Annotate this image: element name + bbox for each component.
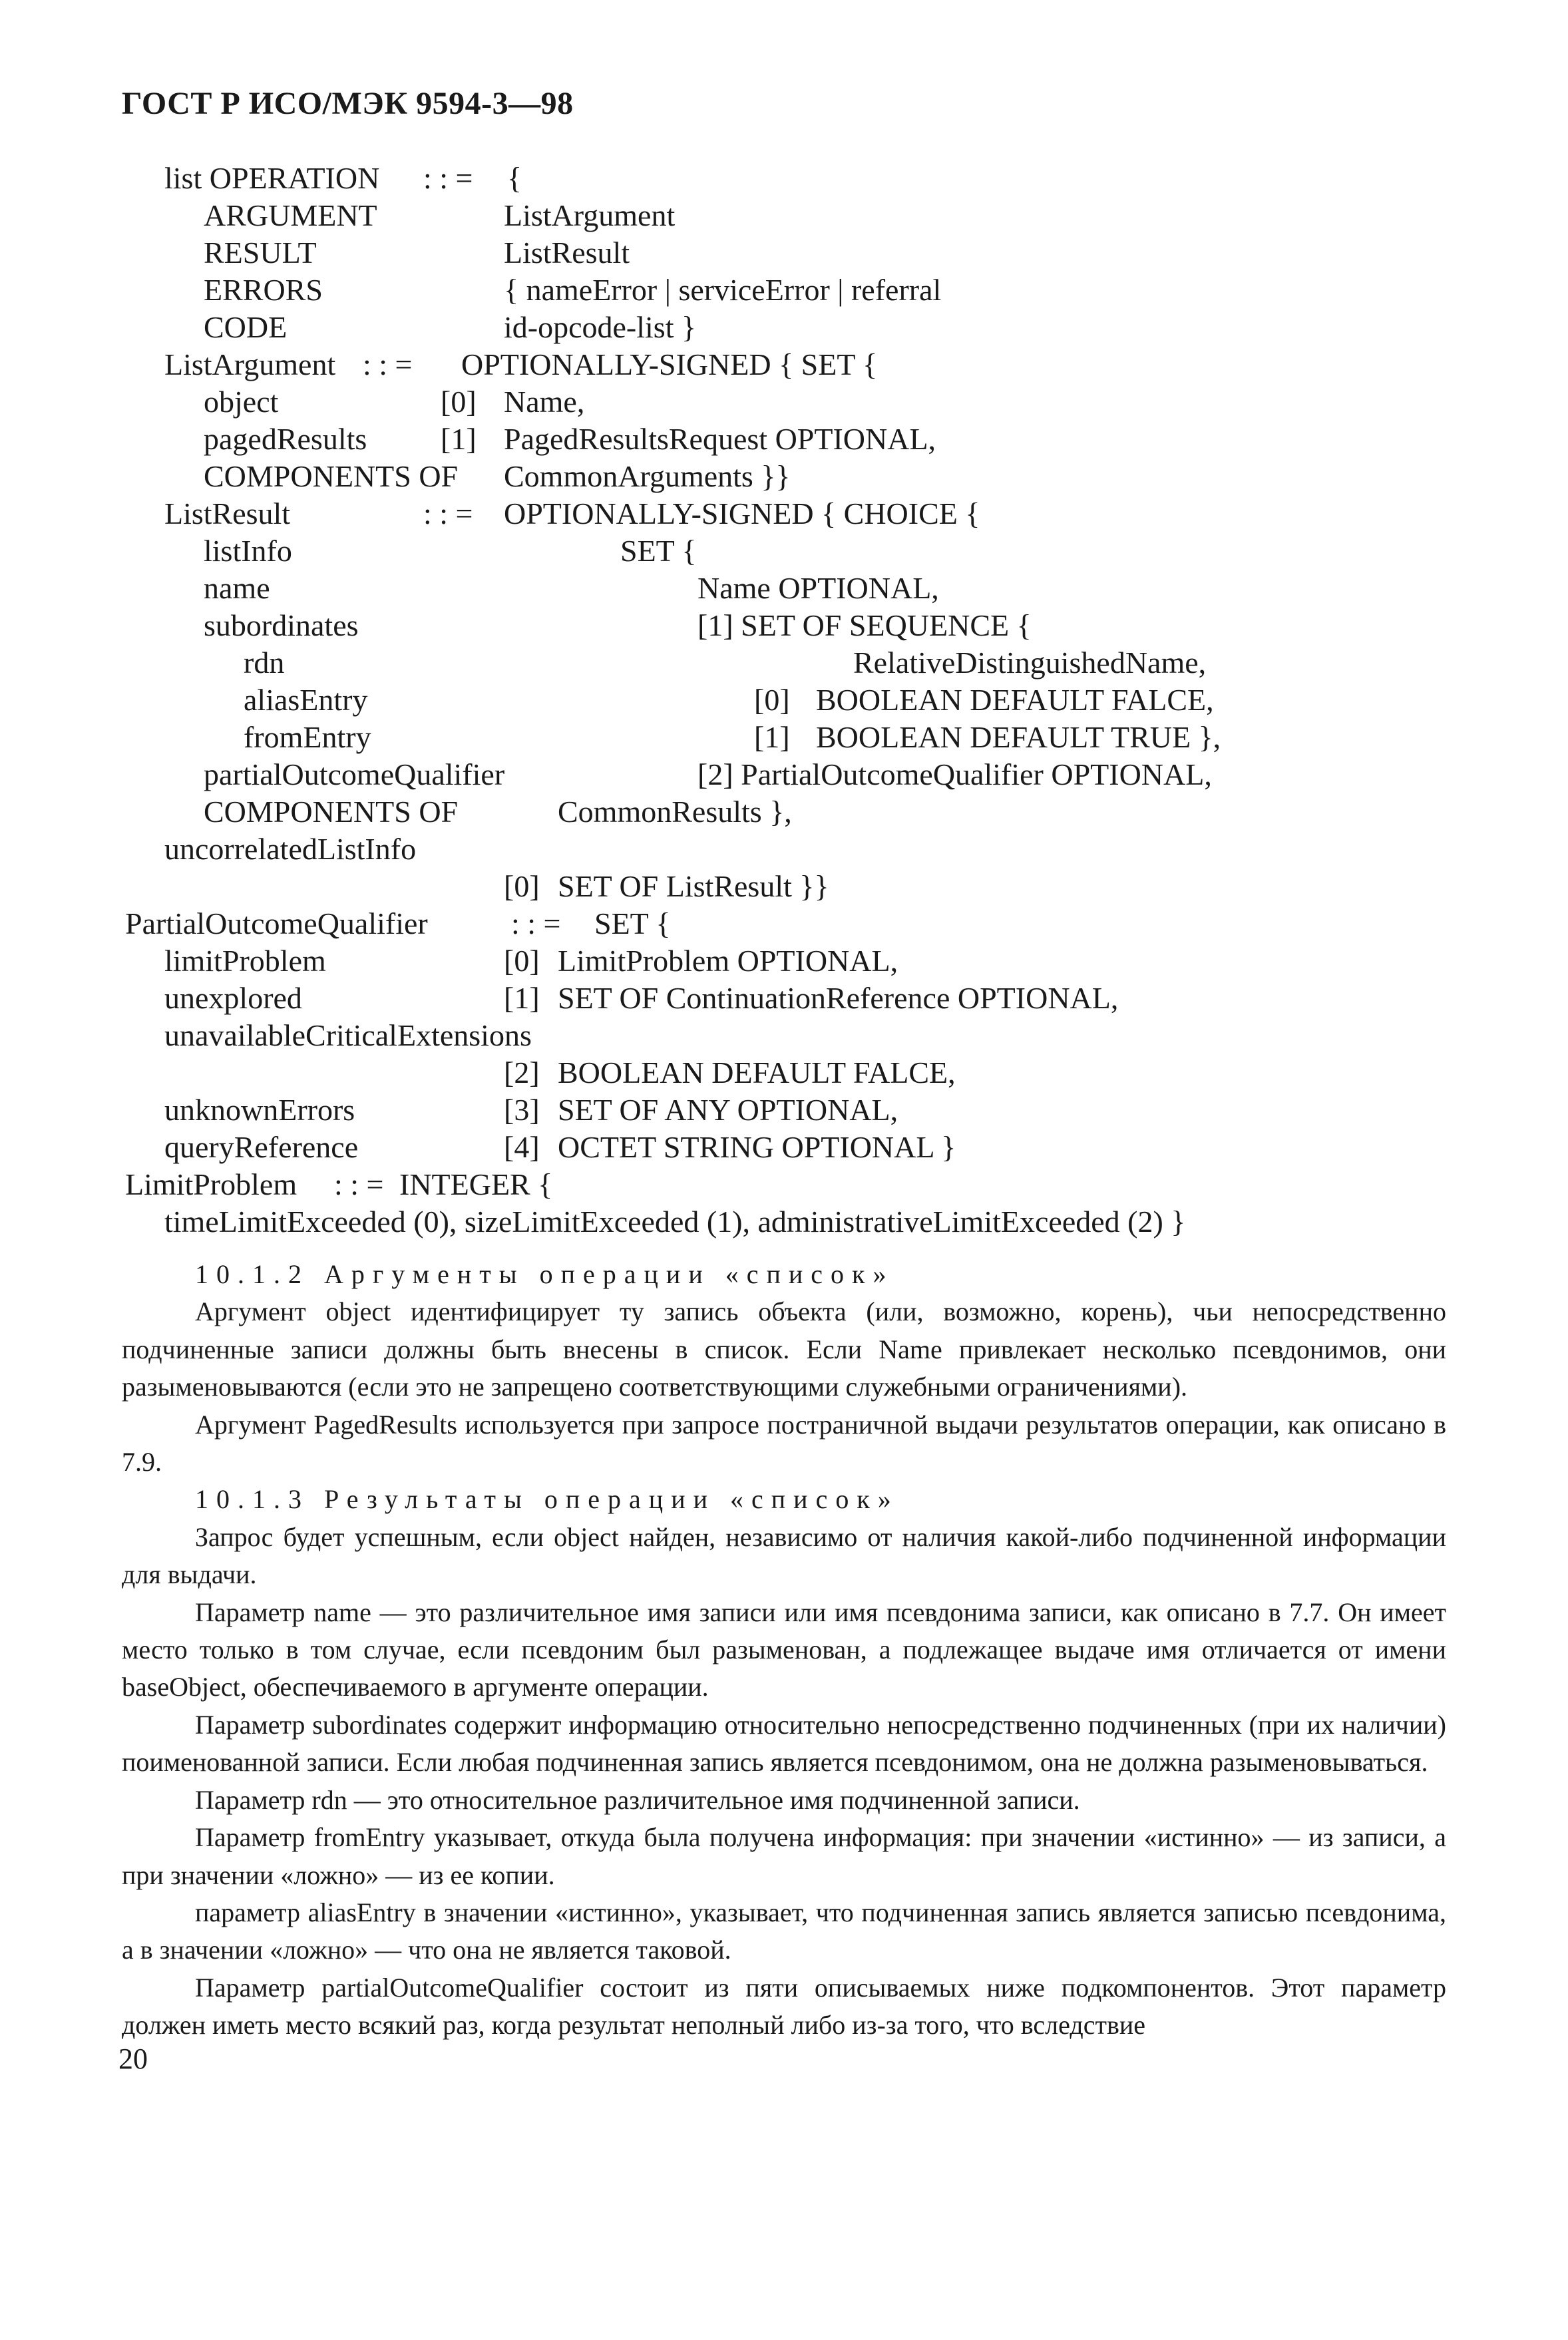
asn-assign: : : =: [423, 496, 473, 530]
asn-tag: [1]: [754, 720, 790, 754]
asn-value: ListArgument: [504, 198, 676, 232]
asn-term: PartialOutcomeQualifier: [125, 906, 428, 940]
asn-line: [0, 831, 1568, 868]
asn-term: LimitProblem: [125, 1167, 297, 1201]
asn-term: ListArgument: [164, 347, 336, 381]
asn-tag: [4]: [504, 1130, 540, 1164]
paragraph: Запрос будет успешным, если object найден, независимо от наличия какой-либо подчиненной информации для выдачи.: [122, 1521, 1446, 1590]
asn-line: [0, 1091, 1568, 1129]
asn-value: Name OPTIONAL,: [697, 571, 939, 605]
asn-term: limitProblem: [164, 944, 326, 978]
asn-tag: [3]: [504, 1093, 540, 1127]
asn-value: BOOLEAN DEFAULT TRUE },: [816, 720, 1221, 754]
asn-line: [0, 942, 1568, 980]
asn-value: OCTET STRING OPTIONAL }: [558, 1130, 956, 1164]
asn-line: [0, 309, 1568, 346]
asn-term: ARGUMENT: [204, 198, 377, 232]
asn-value: RelativeDistinguishedName,: [853, 646, 1207, 680]
asn-line: [0, 532, 1568, 570]
asn-term: ListResult: [164, 496, 291, 530]
asn-line: [0, 1203, 1568, 1241]
asn-value: INTEGER {: [399, 1167, 553, 1201]
asn-assign: : : =: [334, 1167, 384, 1201]
asn-line: [0, 980, 1568, 1017]
asn-line: [0, 160, 1568, 197]
asn-line: [0, 234, 1568, 272]
asn-tag: [1]: [441, 422, 477, 456]
asn-term: partialOutcomeQualifier: [204, 757, 505, 791]
asn-term: uncorrelatedListInfo: [164, 832, 417, 866]
asn-line: [0, 868, 1568, 905]
asn-line: [0, 1166, 1568, 1203]
asn-line: [0, 1054, 1568, 1091]
body-text: [122, 1256, 1446, 2045]
paragraph: Параметр subordinates содержит информацию относительно непосредственно подчиненных (при их наличии) поименованной записи. Если любая подчиненная запись является псевдонимом, она не должна разыменовываться.: [122, 1709, 1446, 1778]
paragraph: Аргумент object идентифицирует ту запись объекта (или, возможно, корень), чьи непосредственно подчиненные записи должны быть внесены в список. Если Name привлекает несколько псевдонимов, они разыменовываются (если это не запрещено соответствующими служебными ограничениями).: [122, 1296, 1446, 1402]
asn-line: [0, 570, 1568, 607]
asn-value: SET OF ContinuationReference OPTIONAL,: [558, 981, 1119, 1015]
asn-term: name: [204, 571, 270, 605]
asn-line: [0, 719, 1568, 756]
document-header: ГОСТ Р ИСО/МЭК 9594-3—98: [122, 86, 574, 121]
asn-value: SET {: [620, 534, 697, 568]
asn-line: [0, 197, 1568, 234]
paragraph: Параметр rdn — это относительное различительное имя подчиненной записи.: [195, 1784, 1080, 1815]
asn-term: CODE: [204, 310, 288, 344]
asn-assign: : : =: [511, 906, 561, 940]
asn-tag: [2]: [504, 1056, 540, 1089]
asn-value: { nameError | serviceError | referral: [504, 273, 942, 307]
asn-term: unexplored: [164, 981, 302, 1015]
asn-tag: [0]: [504, 944, 540, 978]
asn-value: Name,: [504, 385, 585, 419]
asn-value: LimitProblem OPTIONAL,: [558, 944, 898, 978]
asn-term: object: [204, 385, 279, 419]
paragraph: Параметр fromEntry указывает, откуда была получена информация: при значении «истинно» — из записи, а при значении «ложно» — из ее копии.: [122, 1822, 1446, 1890]
section-heading-10-1-2: 10.1.2 Аргументы операции «список»: [195, 1259, 894, 1289]
asn1-definitions: [0, 160, 1568, 1291]
asn-line: [0, 1017, 1568, 1054]
asn-value: OPTIONALLY-SIGNED { SET {: [461, 347, 878, 381]
asn-line: [0, 421, 1568, 458]
page-number: 20: [118, 2043, 148, 2075]
asn-value: ListResult: [504, 236, 630, 270]
asn-term: timeLimitExceeded (0), sizeLimitExceeded (1), administrativeLimitExceeded (2) }: [164, 1205, 1186, 1239]
asn-value: CommonArguments }}: [504, 459, 791, 493]
paragraph: Параметр name — это различительное имя записи или имя псевдонима записи, как описано в 7.7. Он имеет место только в том случае, если псевдоним был разыменован, а подлежащее выдаче имя отличается от имени baseObject, обеспечиваемого в аргументе операции.: [122, 1597, 1446, 1702]
asn-line: [0, 495, 1568, 532]
asn-value: id-opcode-list }: [504, 310, 697, 344]
asn-term: pagedResults: [204, 422, 367, 456]
asn-line: [0, 1129, 1568, 1166]
asn-value: SET OF ListResult }}: [558, 869, 829, 903]
asn-term: list OPERATION: [164, 161, 380, 195]
paragraph: параметр aliasEntry в значении «истинно», указывает, что подчиненная запись является записью псевдонима, а в значении «ложно» — что она не является таковой.: [122, 1897, 1446, 1965]
asn-term: COMPONENTS OF: [204, 459, 459, 493]
asn-value: OPTIONALLY-SIGNED { CHOICE {: [504, 496, 980, 530]
asn-tag: [1]: [504, 981, 540, 1015]
asn-value: SET {: [594, 906, 671, 940]
asn-line: [0, 756, 1568, 793]
asn-tag: [0]: [441, 385, 477, 419]
asn-term: RESULT: [204, 236, 317, 270]
asn-term: COMPONENTS OF: [204, 795, 459, 829]
paragraph: Аргумент PagedResults используется при запросе постраничной выдачи результатов операции, как описано в 7.9.: [122, 1409, 1446, 1477]
asn-term: rdn: [244, 646, 285, 680]
asn-line: [0, 458, 1568, 495]
asn-term: subordinates: [204, 608, 359, 642]
asn-assign: : : =: [423, 161, 473, 195]
asn-line: [0, 383, 1568, 421]
asn-term: unknownErrors: [164, 1093, 355, 1127]
section-heading-10-1-3: 10.1.3 Результаты операции «список»: [195, 1484, 899, 1515]
asn-tag: [0]: [754, 683, 790, 717]
asn-term: aliasEntry: [244, 683, 368, 717]
asn-line: [0, 905, 1568, 942]
asn-value: SET OF ANY OPTIONAL,: [558, 1093, 898, 1127]
asn-term: ERRORS: [204, 273, 323, 307]
asn-line: [0, 272, 1568, 309]
paragraph: Параметр partialOutcomeQualifier состоит из пяти описываемых ниже подкомпонентов. Этот параметр должен иметь место всякий раз, когда результат неполный либо из-за того, что вследствие: [122, 1972, 1446, 2041]
asn-value: CommonResults },: [558, 795, 792, 829]
asn-tag: [0]: [504, 869, 540, 903]
asn-line: [0, 346, 1568, 383]
asn-line: [0, 793, 1568, 831]
asn-term: fromEntry: [244, 720, 371, 754]
asn-value: BOOLEAN DEFAULT FALCE,: [816, 683, 1214, 717]
asn-value: {: [507, 161, 522, 195]
asn-line: [0, 607, 1568, 644]
asn-value: PagedResultsRequest OPTIONAL,: [504, 422, 936, 456]
asn-term: unavailableCriticalExtensions: [164, 1018, 532, 1052]
asn-line: [0, 682, 1568, 719]
asn-term: listInfo: [204, 534, 292, 568]
asn-term: queryReference: [164, 1130, 359, 1164]
asn-assign: : : =: [363, 347, 413, 381]
asn-value: BOOLEAN DEFAULT FALCE,: [558, 1056, 956, 1089]
asn-value: [1] SET OF SEQUENCE {: [697, 608, 1032, 642]
asn-line: [0, 644, 1568, 682]
asn-value: [2] PartialOutcomeQualifier OPTIONAL,: [697, 757, 1212, 791]
